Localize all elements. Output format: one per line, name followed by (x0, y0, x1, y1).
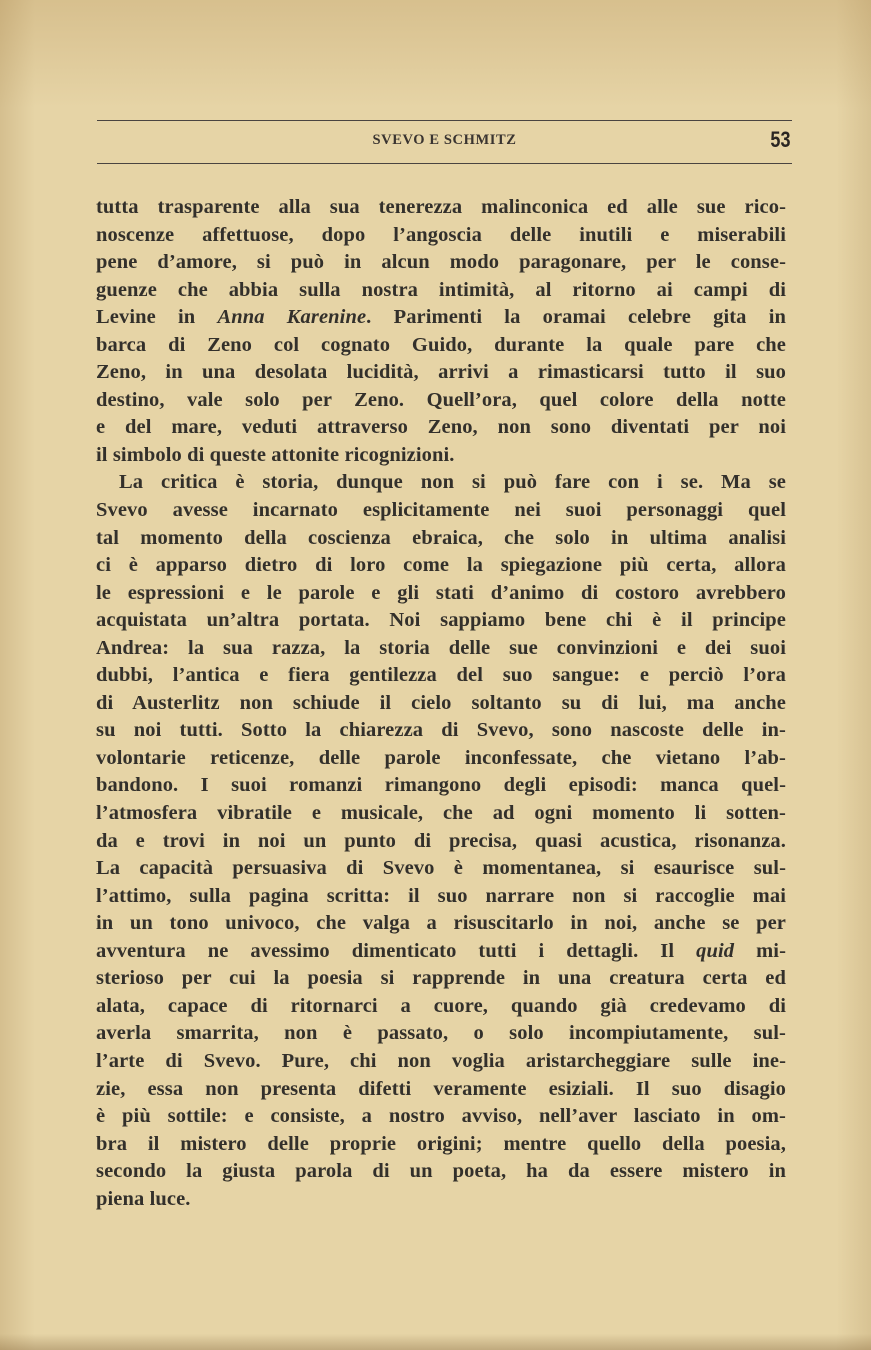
text-line: sterioso per cui la poesia si rapprende in una creatura certa ed (96, 967, 786, 990)
paragraph (96, 469, 786, 1213)
text-line: pene d’amore, si può in alcun modo paragonare, per le conse- (96, 251, 786, 274)
text-line (96, 938, 786, 966)
latin-term-italic: quid (696, 939, 735, 962)
text-line: Zeno, in una desolata lucidità, arrivi a rimasticarsi tutto il suo (96, 361, 786, 384)
text-line: su noi tutti. Sotto la chiarezza di Svevo, sono nascoste delle in- (96, 719, 786, 742)
book-title-italic: Anna Karenine (217, 306, 367, 329)
text-line: da e trovi in noi un punto di precisa, quasi acustica, risonanza. (96, 829, 786, 852)
text-line: La critica è storia, dunque non si può fare con i se. Ma se (119, 471, 786, 494)
page-number: 53 (769, 127, 790, 152)
text-line: tutta trasparente alla sua tenerezza malinconica ed alle sue rico- (96, 196, 786, 218)
text-line: il simbolo di queste attonite ricognizioni. (96, 443, 455, 466)
text-line: bra il mistero delle proprie origini; mentre quello della poesia, (96, 1132, 786, 1155)
text-line: l’attimo, sulla pagina scritta: il suo narrare non si raccoglie mai (96, 884, 786, 907)
text-line: e del mare, veduti attraverso Zeno, non sono diventati per noi (96, 416, 786, 439)
text-line: destino, vale solo per Zeno. Quell’ora, quel colore della notte (96, 388, 786, 411)
text-line: averla smarrita, non è passato, o solo incompiutamente, sul- (96, 1022, 786, 1045)
running-head (97, 120, 792, 164)
text-line: noscenze affettuose, dopo l’angoscia delle inutili e miserabili (96, 223, 786, 246)
text-line: bandono. I suoi romanzi rimangono degli episodi: manca quel- (96, 774, 786, 797)
text-run: mi- (734, 939, 786, 962)
text-line: di Austerlitz non schiude il cielo soltanto su di lui, ma anche (96, 691, 786, 714)
paragraph (96, 194, 786, 469)
text-line: guenze che abbia sulla nostra intimità, al ritorno ai campi di (96, 278, 786, 301)
body-text (96, 194, 786, 1213)
text-line (96, 304, 786, 332)
text-run: Levine in (96, 306, 218, 329)
text-line: le espressioni e le parole e gli stati d’animo di costoro avrebbero (96, 581, 786, 604)
text-line: acquistata un’altra portata. Noi sappiamo bene chi è il principe (96, 609, 786, 632)
text-line: è più sottile: e consiste, a nostro avviso, nell’aver lasciato in om- (96, 1105, 786, 1128)
running-title: SVEVO E SCHMITZ (372, 132, 517, 148)
text-line: barca di Zeno col cognato Guido, durante la quale pare che (96, 333, 786, 356)
text-line: Svevo avesse incarnato esplicitamente nei suoi personaggi quel (96, 499, 786, 522)
text-line: l’arte di Svevo. Pure, chi non voglia aristarcheggiare sulle ine- (96, 1049, 786, 1072)
text-line: volontarie reticenze, delle parole inconfessate, che vietano l’ab- (96, 746, 786, 769)
text-line: La capacità persuasiva di Svevo è momentanea, si esaurisce sul- (96, 857, 786, 880)
text-line: piena luce. (96, 1187, 191, 1210)
text-run: avventura ne avessimo dimenticato tutti i dettagli. Il (96, 939, 697, 962)
text-line: zie, essa non presenta difetti veramente esiziali. Il suo disagio (96, 1077, 786, 1100)
text-line: secondo la giusta parola di un poeta, ha da essere mistero in (96, 1160, 786, 1183)
text-run: . Parimenti la oramai celebre gita in (366, 306, 786, 329)
text-line: Andrea: la sua razza, la storia delle sue convinzioni e dei suoi (96, 636, 786, 659)
text-line: ci è apparso dietro di loro come la spiegazione più certa, allora (96, 554, 786, 577)
text-line: in un tono univoco, che valga a risuscitarlo in noi, anche se per (96, 912, 786, 935)
text-line: tal momento della coscienza ebraica, che solo in ultima analisi (96, 526, 786, 549)
text-line: dubbi, l’antica e fiera gentilezza del suo sangue: e perciò l’ora (96, 664, 786, 687)
text-line: l’atmosfera vibratile e musicale, che ad ogni momento li sotten- (96, 802, 786, 825)
text-line: alata, capace di ritornarci a cuore, quando già credevamo di (96, 994, 786, 1017)
